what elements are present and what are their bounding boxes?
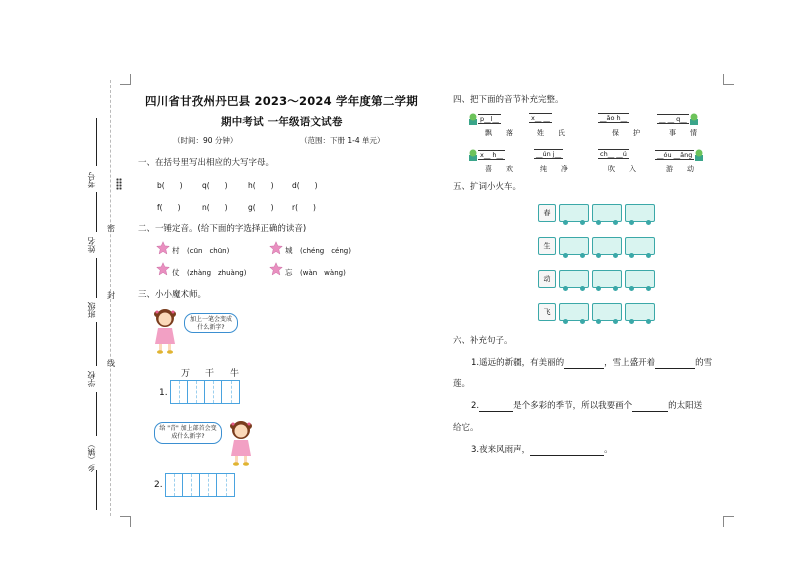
plant-icon <box>694 149 704 161</box>
pinyin-word: 保 护 <box>612 129 640 137</box>
star-icon <box>156 241 170 255</box>
answer-blank[interactable] <box>564 358 604 369</box>
q1-item: f( ) <box>157 203 181 212</box>
pinyin-text: p__l__ <box>480 115 499 123</box>
train-car[interactable] <box>559 237 589 255</box>
train-car[interactable] <box>625 237 655 255</box>
star-icon <box>269 262 283 276</box>
dotted-marks <box>116 178 122 190</box>
pinyin-text: __óu __ǎng <box>657 151 693 159</box>
field-line <box>96 118 97 166</box>
pinyin-word: 吹 入 <box>608 165 636 173</box>
q1-title: 一、在括号里写出相应的大写字母。 <box>138 158 275 168</box>
q1-item: n( ) <box>202 203 228 212</box>
train-head: 动 <box>538 270 556 288</box>
train-car[interactable] <box>559 303 589 321</box>
q3-char: 牛 <box>230 369 240 379</box>
pinyin-item <box>468 113 501 125</box>
train-head: 生 <box>538 237 556 255</box>
star-icon <box>269 241 283 255</box>
sentence-text: 2. <box>471 401 480 411</box>
train-head: 春 <box>538 204 556 222</box>
q1-item: r( ) <box>292 203 316 212</box>
pinyin-text: __ún j__ <box>536 150 562 158</box>
exam-time: （时间：90 分钟） <box>173 136 238 145</box>
word-train <box>538 204 658 222</box>
sentence-text: 是个多彩的季节，所以我要画个 <box>513 401 633 411</box>
plant-icon <box>689 113 699 125</box>
word-train <box>538 303 658 321</box>
q4-title: 四、把下面的音节补充完整。 <box>453 95 564 105</box>
sentence-1-cont: 莲。 <box>453 379 471 389</box>
crop-mark-tr <box>723 74 734 85</box>
speech-bubble: 给 "青" 加上部首会变成什么新字? <box>154 422 222 444</box>
answer-blank[interactable] <box>655 358 695 369</box>
train-car[interactable] <box>559 204 589 222</box>
train-car[interactable] <box>625 270 655 288</box>
pinyin-word: 事 情 <box>669 129 697 137</box>
exam-range: （范围：下册 1-4 单元） <box>300 136 385 145</box>
train-car[interactable] <box>559 270 589 288</box>
seal-char-mi: 密 <box>107 224 115 233</box>
train-car[interactable] <box>592 204 622 222</box>
q1-item: g( ) <box>248 203 274 212</box>
q2-item-options: (cūn chūn) <box>187 247 230 255</box>
sentence-text: ，雪上盛开着 <box>604 358 656 368</box>
pinyin-item <box>534 149 563 159</box>
pinyin-text: x__ h__ <box>480 151 504 159</box>
sentence-text: 。 <box>604 445 613 455</box>
q3-char: 万 <box>181 369 191 379</box>
q3-title: 三、小小魔术师。 <box>138 290 207 300</box>
q1-item: q( ) <box>202 181 228 190</box>
field-school: 学校 <box>87 371 96 387</box>
train-car[interactable] <box>592 270 622 288</box>
crop-mark-bl <box>120 516 131 527</box>
pinyin-item <box>598 113 629 123</box>
plant-icon <box>468 149 478 161</box>
pinyin-text: __ǎo h__ <box>600 114 628 122</box>
q1-item: d( ) <box>292 181 318 190</box>
q5-title: 五、扩词小火车。 <box>453 182 522 192</box>
girl-illustration <box>226 418 256 468</box>
star-icon <box>156 262 170 276</box>
pinyin-item <box>468 149 505 161</box>
pinyin-word: 喜 欢 <box>485 165 513 173</box>
crop-mark-tl <box>120 74 131 85</box>
q2-item-char: 城 <box>285 246 293 255</box>
q6-title: 六、补充句子。 <box>453 336 513 346</box>
sentence-2-cont: 给它。 <box>453 423 479 433</box>
train-car[interactable] <box>592 237 622 255</box>
seal-char-feng: 封 <box>107 291 115 300</box>
sentence-text: 1.遥远的新疆，有美丽的 <box>471 358 565 368</box>
field-township: 乡（镇） <box>87 440 96 472</box>
pinyin-text: x__ __ <box>531 114 550 122</box>
writing-grid[interactable] <box>165 473 235 497</box>
train-car[interactable] <box>592 303 622 321</box>
q3-label: 1. <box>159 388 168 398</box>
q3-char: 干 <box>205 369 215 379</box>
sentence-text: 的雪 <box>695 358 713 368</box>
pinyin-word: 姓 氏 <box>537 129 565 137</box>
word-train <box>538 237 658 255</box>
seal-char-xian: 线 <box>107 359 115 368</box>
q2-item-char: 仗 <box>172 268 180 277</box>
pinyin-item <box>655 149 704 161</box>
q2-item-options: (zhàng zhuàng) <box>187 269 247 277</box>
q2-item-char: 村 <box>172 246 180 255</box>
q2-item-options: (wàn wàng) <box>300 269 346 277</box>
field-line <box>96 258 97 298</box>
answer-blank[interactable] <box>479 401 513 412</box>
pinyin-word: 游 动 <box>666 165 694 173</box>
sentence-1 <box>471 356 712 369</box>
train-head: 飞 <box>538 303 556 321</box>
q2-item-options: (chéng céng) <box>300 247 351 255</box>
field-line <box>96 392 97 436</box>
pinyin-text: __ __ q__ <box>659 115 687 123</box>
pinyin-text: ch__ __ú <box>600 150 627 158</box>
plant-icon <box>468 113 478 125</box>
field-exam-number: 考号 <box>87 172 96 188</box>
q2-title: 二、一锤定音。(给下面的字选择正确的读音) <box>138 224 307 234</box>
pinyin-word: 纯 净 <box>540 165 568 173</box>
field-line <box>96 192 97 232</box>
girl-illustration <box>150 306 180 356</box>
q3-label: 2. <box>154 480 163 490</box>
speech-bubble: 加上一笔会变成什么新字? <box>184 313 238 333</box>
sentence-2 <box>471 399 702 412</box>
q1-item: h( ) <box>248 181 274 190</box>
answer-blank[interactable] <box>530 445 604 456</box>
train-car[interactable] <box>625 303 655 321</box>
sentence-text: 3.夜来风雨声， <box>471 445 531 455</box>
writing-grid[interactable] <box>170 380 240 404</box>
field-class: 班级 <box>87 302 96 318</box>
sentence-3 <box>471 443 613 456</box>
crop-mark-br <box>723 516 734 527</box>
pinyin-item <box>529 113 552 123</box>
field-line <box>96 322 97 366</box>
field-line <box>96 470 97 510</box>
word-train <box>538 270 658 288</box>
answer-blank[interactable] <box>632 401 668 412</box>
q1-item: b( ) <box>157 181 183 190</box>
sentence-text: 的太阳送 <box>668 401 703 411</box>
pinyin-item <box>657 113 699 125</box>
q2-item-char: 忘 <box>285 268 293 277</box>
pinyin-word: 飘 落 <box>485 129 513 137</box>
train-car[interactable] <box>625 204 655 222</box>
pinyin-item <box>598 149 629 159</box>
exam-title: 四川省甘孜州丹巴县 2023～2024 学年度第二学期 <box>145 94 418 108</box>
field-name: 姓名 <box>87 237 96 253</box>
exam-subtitle: 期中考试 一年级语文试卷 <box>221 116 343 128</box>
